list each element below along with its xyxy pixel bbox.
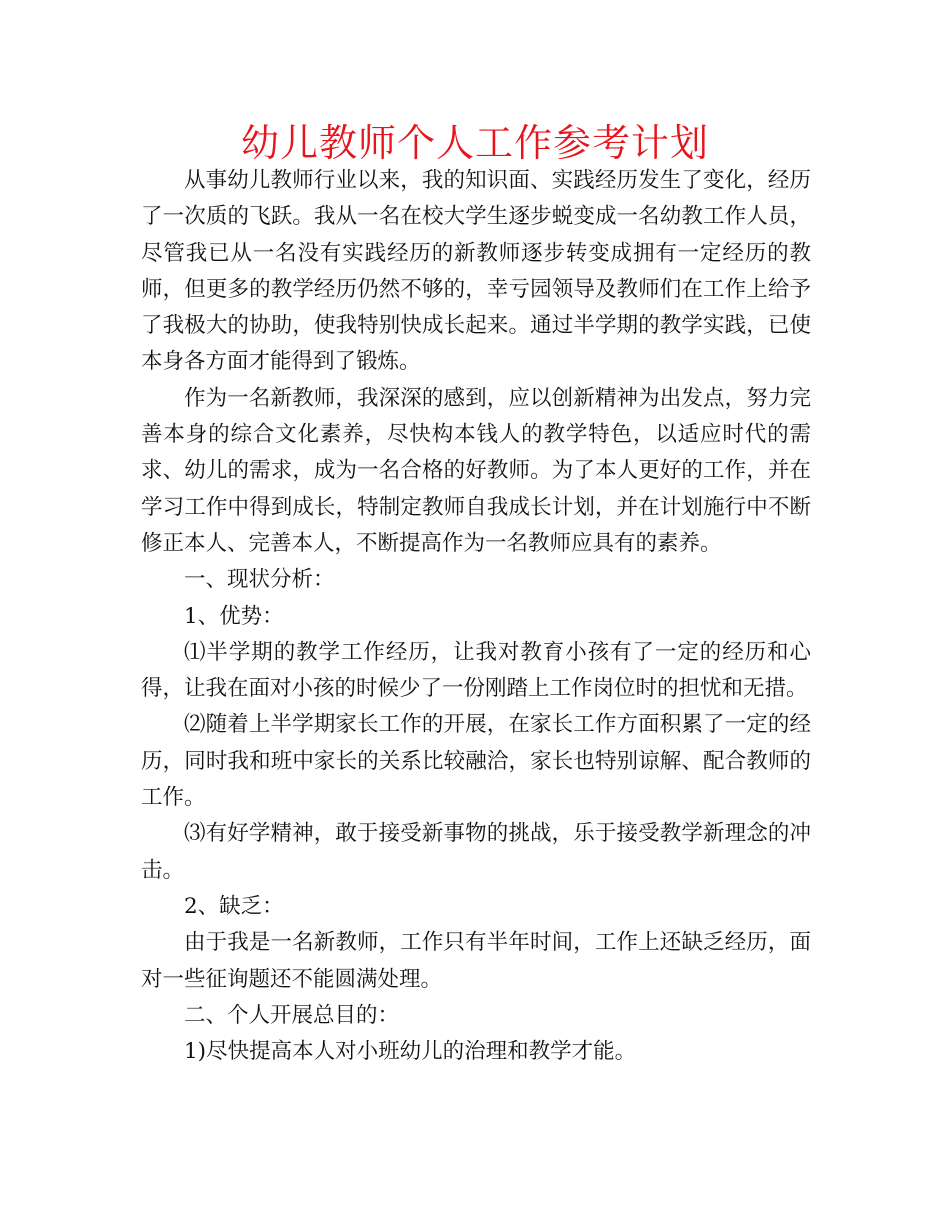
subsection-heading: 2、缺乏： <box>184 893 284 919</box>
list-item: ⑵随着上半学期家长工作的开展，在家长工作方面积累了一定的经历，同时我和班中家长的关系比较融洽，家长也特别谅解、配合教师的工作。 <box>141 712 811 811</box>
section-heading: 一、现状分析： <box>184 567 335 593</box>
paragraph: 从事幼儿教师行业以来，我的知识面、实践经历发生了变化，经历了一次质的飞跃。我从一名在校大学生逐步蜕变成一名幼教工作人员，尽管我已从一名没有实践经历的新教师逐步转变成拥有一定经历的教师，但更多的教学经历仍然不够的，幸亏园领导及教师们在工作上给予了我极大的协助，使我特别快成长起来。通过半学期的教学实践，已使本身各方面才能得到了锻炼。 <box>141 168 811 375</box>
document-title: 幼儿教师个人工作参考计划 <box>240 121 709 165</box>
section-heading: 二、个人开展总目的： <box>184 1002 400 1028</box>
document-body <box>141 163 811 1070</box>
subsection-heading: 1、优势： <box>184 603 284 629</box>
list-item: ⑴半学期的教学工作经历，让我对教育小孩有了一定的经历和心得，让我在面对小孩的时候少了一份刚踏上工作岗位时的担忧和无措。 <box>141 639 811 702</box>
list-item: 1)尽快提高本人对小班幼儿的治理和教学才能。 <box>184 1039 637 1065</box>
paragraph: 作为一名新教师，我深深的感到，应以创新精神为出发点，努力完善本身的综合文化素养，尽快构本钱人的教学特色，以适应时代的需求、幼儿的需求，成为一名合格的好教师。为了本人更好的工作，并在学习工作中得到成长，特制定教师自我成长计划，并在计划施行中不断修正本人、完善本人，不断提高作为一名教师应具有的素养。 <box>141 385 811 556</box>
paragraph: 由于我是一名新教师，工作只有半年时间，工作上还缺乏经历，面对一些征询题还不能圆满处理。 <box>141 930 811 992</box>
list-item: ⑶有好学精神，敢于接受新事物的挑战，乐于接受教学新理念的冲击。 <box>141 821 811 883</box>
